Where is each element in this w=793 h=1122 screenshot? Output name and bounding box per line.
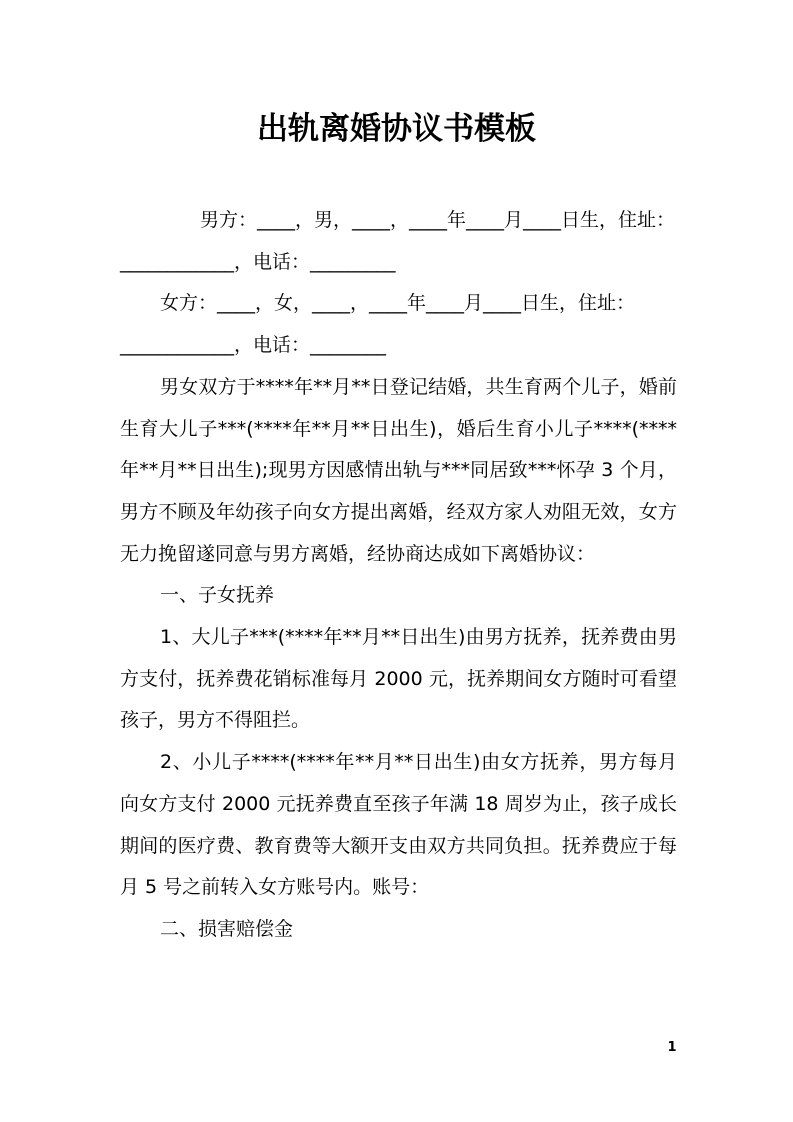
document-body — [120, 200, 677, 951]
husband-address-line: ____________，电话：_________ — [120, 250, 396, 273]
husband-info-line: 男方：____，男，____，____年____月____日生，住址： — [200, 209, 676, 231]
wife-info-line: 女方：____，女，____，____年____月____日生，住址： — [160, 292, 636, 315]
page-number: 1 — [667, 1040, 677, 1055]
background-paragraph: 男女双方于****年**月**日登记结婚，共生育两个儿子，婚前生育大儿子***(****年**月**日出生)，婚后生育小儿子****(****年**月**日出生);现男方因感情出轨与***同居致***怀孕 3 个月，男方不顾及年幼孩子向女方提出离婚，经双方家人劝阻无效，女方无力挽留遂同意与男方离婚，经协商达成如下离婚协议： — [120, 375, 677, 565]
wife-address-line: ____________，电话：________ — [120, 334, 387, 357]
clause-younger-son: 2、小儿子****(****年**月**日出生)由女方抚养，男方每月向女方支付 2000 元抚养费直至孩子年满 18 周岁为止，孩子成长期间的医疗费、教育费等大额开支由双方共同负担。抚养费应于每月 5 号之前转入女方账号内。账号： — [120, 751, 677, 899]
document-title: 出轨离婚协议书模板 — [257, 111, 536, 147]
section-heading-compensation: 二、损害赔偿金 — [160, 917, 294, 940]
clause-elder-son: 1、大儿子***(****年**月**日出生)由男方抚养，抚养费由男方支付，抚养费花销标准每月 2000 元，抚养期间女方随时可看望孩子，男方不得阻拦。 — [120, 626, 677, 732]
section-heading-child-custody: 一、子女抚养 — [160, 584, 275, 607]
